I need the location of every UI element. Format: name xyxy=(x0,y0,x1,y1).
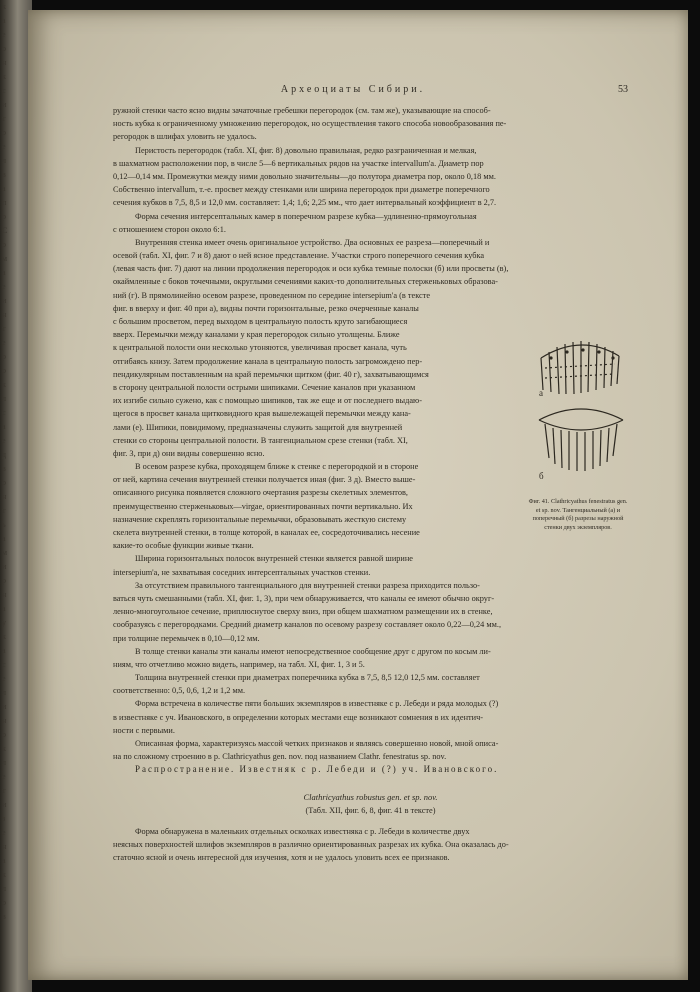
text-line: назначение скреплять горизонтальные перемычки, образовывать жесткую систему xyxy=(113,514,407,524)
text-line: Форма сечения интерсептальных камер в поперечном разрезе кубка—удлиненно-прямоугольная xyxy=(135,211,477,221)
text-line: ваться чуть смешанными (табл. XI, фиг. 1, 3), при чем обнаруживается, что каналы ее имеют обычно округ- xyxy=(113,593,495,603)
text-line: их изгибе сильно сужено, как с помощью шипиков, так же еще и от последнего выдаю- xyxy=(113,396,423,406)
text-line: фиг. в вверху и фиг. 40 при а), видны почти горизонтальные, резко очерченные каналы xyxy=(113,303,419,313)
text-line: Описанная форма, характеризуясь массой четких признаков и являясь совершенно новой, мной описа- xyxy=(135,739,499,748)
text-line: в сторону центральной полости острыми шипиками. Сечение каналов при указанном xyxy=(113,382,416,392)
figure-41 xyxy=(531,328,631,578)
text-line: с большим просветом, перед выходом в центральную полость круто загибающиеся xyxy=(113,317,408,326)
figure-caption: Фиг. 41. Clathricyathus fenestratus gen. et sp. nov. Тангенциальный (а) и поперечный (б) разрезы наружной стенки двух экземпляров. xyxy=(528,498,628,531)
text-line: 0,12—0,14 мм. Промежутки между ними довольно значительны—до полутора диаметра пор, около 0,18 мм. xyxy=(113,171,496,181)
text-line: В толще стенки каналы эти каналы имеют непосредственное сообщение друг с другом по косым ли- xyxy=(135,646,491,656)
text-line: Толщина внутренней стенки при диаметрах поперечника кубка в 7,5, 8,5 12,0 12,5 мм. составляет xyxy=(135,673,480,683)
text-line: Перистость перегородок (табл. XI, фиг. 8) довольно правильная, редко разграниченная и мелкая, xyxy=(135,145,477,155)
species-title: Clathricyathus robustus gen. et sp. nov. xyxy=(303,791,438,802)
text-line: скелета внутренней стенки, в толще которой, в каналах ее, сосредоточивались несение xyxy=(113,528,420,537)
text-line: какие-то особые функции живые ткани. xyxy=(113,541,254,551)
text-line: лами (е). Шипики, повидимому, предназначены служить защитой для внутренней xyxy=(113,422,403,432)
figure-label-b: б xyxy=(539,471,544,481)
text-line: регородок в шлифах уловить не удалось. xyxy=(113,132,257,142)
figure-label-a: а xyxy=(539,388,543,398)
text-line: сечения кубков в 7,5, 8,5 и 12,0 мм. составляет: 1,4; 1,6; 2,25 мм., что дает интервальный коэффициент в 2,7. xyxy=(113,198,497,208)
text-line: стенки со стороны центральной полости. В тангенциальном срезе стенки (табл. XI, xyxy=(113,435,408,445)
text-line: в известняке с уч. Ивановского, в определении которых местами еще возникают сомнения в их идентич- xyxy=(113,712,484,722)
book-page xyxy=(28,10,688,980)
text-line: описанного рисунка появляется сложного очертания разрезы скелетных элементов, xyxy=(113,488,408,498)
text-line: при толщине перемычек в 0,10—0,12 мм. xyxy=(113,633,260,643)
text-line: преимущественно стерженьковых—virgae, ориентированных почти вертикально. Их xyxy=(113,501,413,511)
text-line: осевой (табл. XI, фиг. 7 и 8) дают о ней ясное представление. Участки строго поперечного сечения кубка xyxy=(113,251,485,261)
running-head: Археоциаты Сибири. xyxy=(280,84,426,95)
fossil-drawing xyxy=(531,328,631,488)
text-line: ниям, что отчетливо можно видеть, например, на табл. XI, фиг. 1, 3 и 5. xyxy=(113,659,365,669)
text-line: окаймленные с боков точечными, округлыми сечениями каких-то дополнительных стерженьковых образова- xyxy=(113,277,498,287)
left-page-text: к а е о н к с и т о е л в а п р С о м а е и н т е р о к л с а е д в о н т ь а м и р н а у к а с е л и н о к л е т и з е н а к л о в xyxy=(2,2,8,921)
text-line: к центральной полости они несколько утоняются, увеличивая просвет канала, чуть xyxy=(113,343,407,353)
text-line: сообразуясь с перегородками. Средний диаметр каналов по осевому разрезу составляет около 0,22—0,24 мм., xyxy=(113,620,502,630)
text-line: Собственно intervallum, т.-е. просвет между стенками или ширина перегородок при диаметре поперечного xyxy=(113,185,490,195)
text-line: В осевом разрезе кубка, проходящем ближе к стенке с перегородкой и в стороне xyxy=(135,462,419,472)
text-line: пендикулярным поставленным на край перемычки щитком (фиг. 40 г), захватывающимся xyxy=(113,369,429,379)
text-line: в шахматном расположении пор, в числе 5—6 вертикальных рядов на участке intervallum'a. Диаметр пор xyxy=(113,158,484,168)
text-line: статочно ясной и очень интересной для изучения, хотя и не удалось уловить всех ее признаков. xyxy=(113,853,450,863)
text-line: вверх. Перемычки между каналами у края перегородок сильно утолщены. Ближе xyxy=(113,330,400,340)
species-reference: (Табл. XII, фиг. 6, 8, фиг. 41 в тексте) xyxy=(305,805,436,815)
text-line: За отсутствием правильного тангенциального для внутренней стенки разреза приходится пользо- xyxy=(135,580,480,590)
text-line: intersepium'a, не захватывая соседних интерсептальных участков стенки. xyxy=(113,567,371,577)
text-line: ружной стенки часто ясно видны зачаточные гребешки перегородок (см. там же), указывающие на способ- xyxy=(113,106,491,115)
text-line: неясных поверхностей шлифов экземпляров в различно ориентированных разрезах их кубка. Она оказалась до- xyxy=(113,840,509,850)
text-line: фиг. 3, при д) они видны совершенно ясно. xyxy=(113,448,265,458)
text-line: с отношением сторон около 6:1. xyxy=(113,224,226,234)
text-line: (левая часть фиг. 7) дают на линии продолжения перегородок и оси кубка темные полоски (б) или просветы (в), xyxy=(113,264,509,274)
text-line: ность кубка к ограниченному умножению перегородок, но осуществления такого способа новообразования пе- xyxy=(113,119,507,129)
text-line: соответственно: 0,5, 0,6, 1,2 и 1,2 мм. xyxy=(113,686,246,696)
text-line: Ширина горизонтальных полосок внутренней стенки является равной ширине xyxy=(135,554,413,564)
text-line: Внутренняя стенка имеет очень оригинальное устройство. Два основных ее разреза—поперечный и xyxy=(135,237,490,247)
text-line: Форма обнаружена в маленьких отдельных осколках известняка с р. Лебеди в количестве двух xyxy=(135,826,470,836)
text-line: от ней, картина сечения внутренней стенки получается иная (фиг. 3 д). Вместо выше- xyxy=(113,475,416,485)
text-line: щегося в просвет канала щитковидного края вышележащей перемычки между кана- xyxy=(113,409,411,419)
distribution-line: Распространение. Известняк с р. Лебеди и (?) уч. Ивановского. xyxy=(135,764,499,775)
text-line: ний (г). В прямолинейно осевом разрезе, проведенном по середине intersepium'a (в тексте xyxy=(113,290,431,300)
text-line: отгибаясь книзу. Затем продолжение канала в центральную полость загромождено пер- xyxy=(113,356,423,366)
text-line: на по сложному строению в р. Clathricyathus gen. nov. под названием Clathr. fenestratus sp. nov. xyxy=(113,752,447,762)
page-number: 53 xyxy=(618,84,628,95)
text-line: ности с первыми. xyxy=(113,725,175,735)
text-line: Форма встречена в количестве пяти больших экземпляров в известняке с р. Лебеди и ряда молодых (?) xyxy=(135,699,499,709)
text-line: ленно-многоугольное сечение, приплюснутое сверху вниз, при общем шахматном размещении их в стенке, xyxy=(113,607,493,617)
